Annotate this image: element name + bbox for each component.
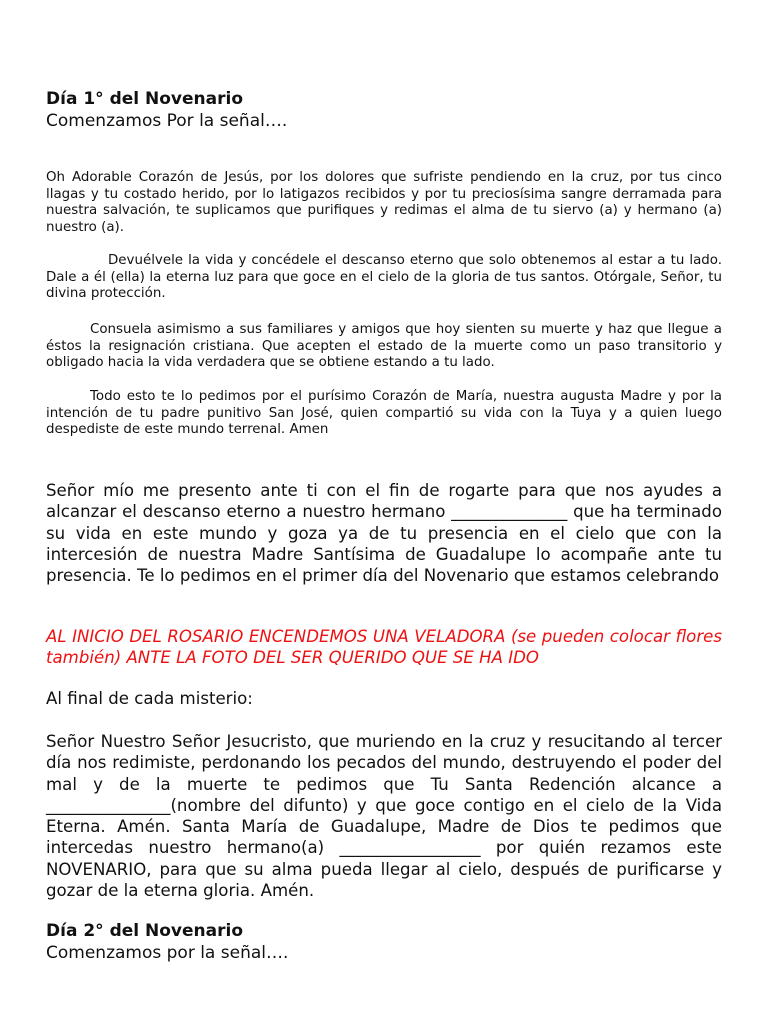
paragraph-prayer-1: Oh Adorable Corazón de Jesús, por los dolores que sufriste pendiendo en la cruz, por tus cinco llagas y tu costado herido, por lo latigazos recibidos y por tu preciosísima sangre derramada para nuestra salvación, te suplicamos que purifiques y redimas el alma de tu siervo (a) y hermano (a) nuestro (a).: [46, 170, 722, 235]
mystery-heading: Al final de cada misterio:: [46, 689, 253, 708]
paragraph-prayer-2: Devuélvele la vida y concédele el descanso eterno que solo obtenemos al estar a tu lado. Dale a él (ella) la eterna luz para que goce en el cielo de la gloria de tus santos. Otórgale, Señor, tu divina protección.: [46, 253, 722, 302]
paragraph-mystery-prayer: Señor Nuestro Señor Jesucristo, que muriendo en la cruz y resucitando al tercer día nos redimiste, perdonando los pecados del mundo, destruyendo el poder del mal y de la muerte te pedimos que Tu Santa Redención alcance a _______________(nombre del difunto) y que goce contigo en el cielo de la Vida Eterna. Amén. Santa María de Guadalupe, Madre de Dios te pedimos que intercedas nuestro hermano(a) _________________ por quién rezamos este NOVENARIO, para que su alma pueda llegar al cielo, después de purificarse y gozar de la eterna gloria. Amén.: [46, 732, 722, 901]
paragraph-prayer-4: Todo esto te lo pedimos por el purísimo Corazón de María, nuestra augusta Madre y por la intención de tu padre punitivo San José, quien compartió su vida con la Tuya y a quien luego despediste de este mundo terrenal. Amen: [46, 389, 722, 438]
rosary-instruction-note: AL INICIO DEL ROSARIO ENCENDEMOS UNA VELADORA (se pueden colocar flores también) ANTE LA FOTO DEL SER QUERIDO QUE SE HA IDO: [46, 627, 722, 668]
paragraph-petition: Señor mío me presento ante ti con el fin de rogarte para que nos ayudes a alcanzar el descanso eterno a nuestro hermano ______________ que ha terminado su vida en este mundo y goza ya de tu presencia en el cielo que con la intercesión de nuestra Madre Santísima de Guadalupe lo acompañe ante tu presencia. Te lo pedimos en el primer día del Novenario que estamos celebrando: [46, 481, 722, 586]
paragraph-prayer-3: Consuela asimismo a sus familiares y amigos que hoy sienten su muerte y haz que llegue a éstos la resignación cristiana. Que acepten el estado de la muerte como un paso transitorio y obligado hacia la vida verdadera que se obtiene estando a tu lado.: [46, 322, 722, 371]
day2-title: Día 2° del Novenario: [46, 921, 244, 941]
day1-subtitle: Comenzamos Por la señal….: [46, 111, 288, 131]
day1-title: Día 1° del Novenario: [46, 89, 244, 109]
day2-subtitle: Comenzamos por la señal….: [46, 943, 289, 963]
